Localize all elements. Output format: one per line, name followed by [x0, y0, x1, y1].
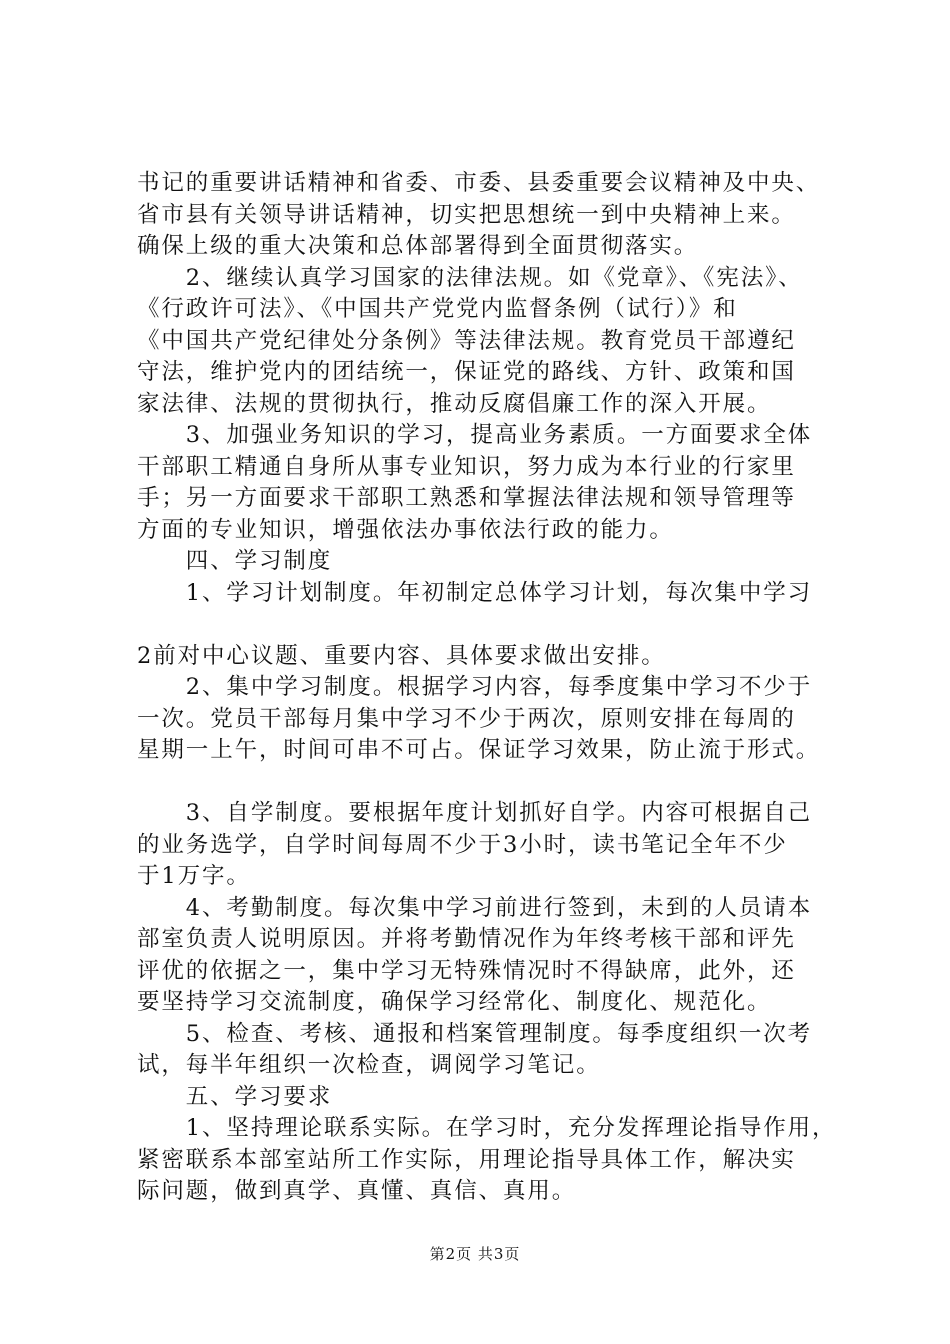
text-line: 4、考勤制度。每次集中学习前进行签到，未到的人员请本 — [137, 894, 813, 921]
text-line: 的业务选学，自学时间每周不少于3小时，读书笔记全年不少 — [137, 831, 788, 858]
text-line: 2、集中学习制度。根据学习内容，每季度集中学习不少于 — [137, 674, 813, 700]
text-line: 要坚持学习交流制度，确保学习经常化、制度化、规范化。 — [137, 989, 772, 1015]
text-line: 《行政许可法》、《中国共产党党内监督条例（试行）》和 — [137, 296, 738, 322]
text-line: 守法，维护党内的团结统一，保证党的路线、方针、政策和国 — [137, 359, 796, 385]
text-line: 5、检查、考核、通报和档案管理制度。每季度组织一次考 — [137, 1020, 813, 1047]
page-footer — [0, 1243, 950, 1264]
text-line: 家法律、法规的贯彻执行，推动反腐倡廉工作的深入开展。 — [137, 390, 772, 417]
text-line: 确保上级的重大决策和总体部署得到全面贯彻落实。 — [137, 233, 699, 259]
section-heading: 五、学习要求 — [137, 1083, 333, 1110]
text-line: 《中国共产党纪律处分条例》等法律法规。教育党员干部遵纪 — [137, 327, 796, 354]
text-line: 星期一上午，时间可串不可占。保证学习效果，防止流于形式。 — [137, 737, 821, 763]
text-line: 紧密联系本部室站所工作实际，用理论指导具体工作，解决实 — [137, 1146, 796, 1173]
page-number-label: 第2页 共3页 — [429, 1245, 521, 1263]
text-line: 2前对中心议题、重要内容、具体要求做出安排。 — [137, 642, 666, 669]
text-line: 省市县有关领导讲话精神，切实把思想统一到中央精神上来。 — [137, 201, 796, 228]
text-line: 3、自学制度。要根据年度计划抓好自学。内容可根据自己 — [137, 800, 813, 826]
document-body — [137, 168, 837, 1208]
text-line: 2、继续认真学习国家的法律法规。如《党章》、《宪法》、 — [137, 264, 803, 291]
text-line: 际问题，做到真学、真懂、真信、真用。 — [137, 1178, 577, 1204]
text-line: 一次。党员干部每月集中学习不少于两次，原则安排在每周的 — [137, 705, 796, 732]
text-line: 评优的依据之一，集中学习无特殊情况时不得缺席，此外，还 — [137, 957, 796, 984]
blank-line — [137, 767, 837, 799]
blank-line — [137, 609, 837, 641]
text-line: 书记的重要讲话精神和省委、市委、县委重要会议精神及中央、 — [137, 170, 821, 196]
text-line: 部室负责人说明原因。并将考勤情况作为年终考核干部和评先 — [137, 926, 796, 952]
text-line: 3、加强业务知识的学习，提高业务素质。一方面要求全体 — [137, 422, 813, 448]
text-line: 于1万字。 — [137, 863, 251, 889]
text-line: 手；另一方面要求干部职工熟悉和掌握法律法规和领导管理等 — [137, 485, 796, 511]
text-line: 方面的专业知识，增强依法办事依法行政的能力。 — [137, 516, 674, 543]
text-line: 1、学习计划制度。年初制定总体学习计划，每次集中学习 — [137, 579, 813, 606]
text-line: 1、坚持理论联系实际。在学习时，充分发挥理论指导作用， — [137, 1115, 837, 1141]
text-line: 试，每半年组织一次检查，调阅学习笔记。 — [137, 1052, 601, 1078]
section-heading: 四、学习制度 — [137, 548, 333, 574]
text-line: 干部职工精通自身所从事专业知识，努力成为本行业的行家里 — [137, 453, 796, 480]
